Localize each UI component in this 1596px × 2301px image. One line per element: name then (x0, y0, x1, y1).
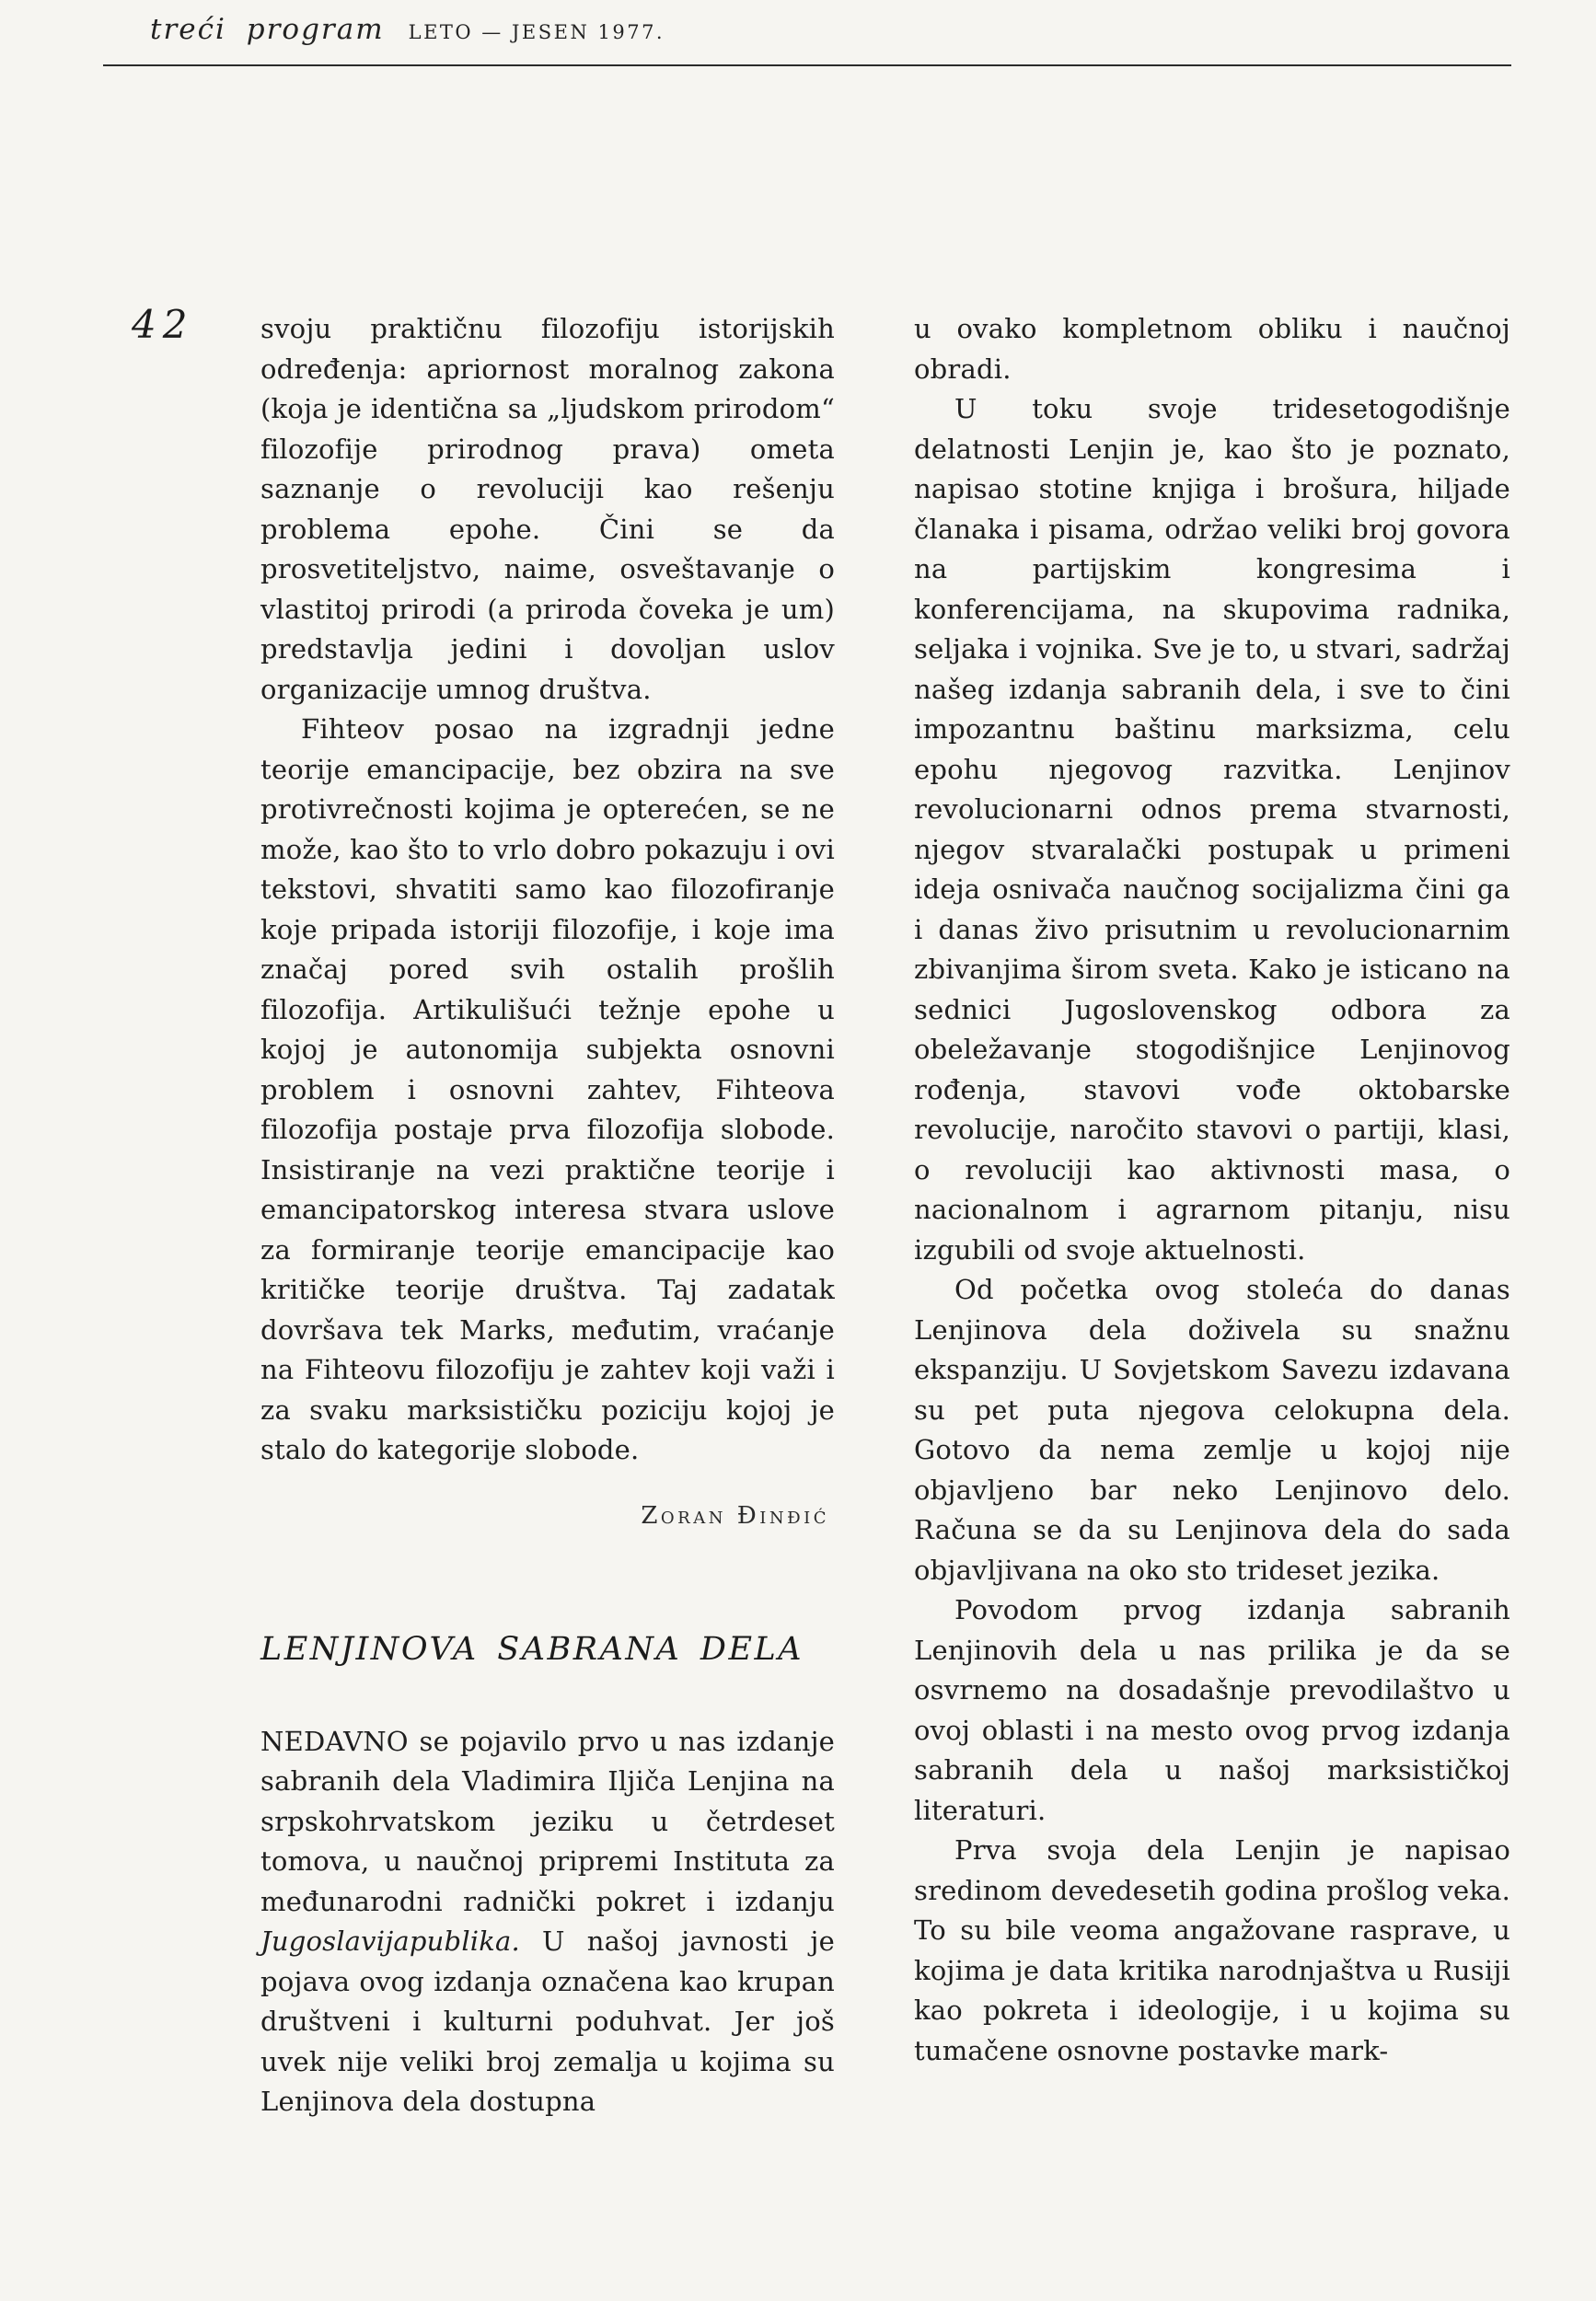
column-right (914, 309, 1510, 2071)
issue-label: LETO — JESEN 1977. (408, 21, 665, 43)
body-paragraph-continuation: svoju praktičnu filozofiju istorijskih određenja: apriornost moralnog zakona (koja je identična sa „ljudskom prirodom“ filozofije prirodnog prava) ometa saznanje o revoluciji kao rešenju problema epohe. Čini se da prosvetiteljstvo, naime, osveštavanje o vlastitoj prirodi (a priroda čoveka je um) predstavlja jedini i dovoljan uslov organizacije umnog društva. (260, 313, 835, 705)
author-byline: Zoran Đinđić (641, 1501, 829, 1530)
body-paragraph: Prva svoja dela Lenjin je napisao sredinom devedesetih godina prošlog veka. To su bile veoma angažovane rasprave, u kojima je data kritika narodnjaštva u Rusiji kao pokreta i ideologije, i u kojima su tumačene osnovne postavke mark- (914, 1834, 1510, 2066)
running-head (150, 13, 665, 46)
body-paragraph-continuation: u ovako kompletnom obliku i naučnoj obradi. (914, 313, 1510, 385)
article-lead-paragraph (260, 1722, 835, 2122)
lead-text-after-publisher: U našoj javnosti je pojava ovog izdanja označena kao krupan društveni i kulturni poduhvat. Jer još uvek nije veliki broj zemalja u kojima su Lenjinova dela dostupna (260, 1925, 835, 2117)
column-left (260, 309, 835, 2122)
page-number: 42 (132, 302, 194, 347)
header-rule (103, 64, 1511, 66)
journal-title: treći program (150, 13, 385, 46)
publisher-name: Jugoslavijapublika. (260, 1925, 520, 1957)
body-paragraph: Fihteov posao na izgradnji jedne teorije emancipacije, bez obzira na sve protivrečnosti kojima je opterećen, se ne može, kao što to vrlo dobro pokazuju i ovi tekstovi, shvatiti samo kao filozofiranje koje pripada istoriji filozofije, i koje ima značaj pored svih ostalih prošlih filozofija. Artikulišući težnje epohe u kojoj je autonomija subjekta osnovni problem i osnovni zahtev, Fihteova filozofija postaje prva filozofija slobode. Insistiranje na vezi praktične teorije i emancipatorskog interesa stvara uslove za formiranje teorije emancipacije kao kritičke teorije društva. Taj zadatak dovršava tek Marks, međutim, vraćanje na Fihteovu filozofiju je zahtev koji važi i za svaku marksističku poziciju kojoj je stalo do kategorije slobode. (260, 713, 835, 1465)
body-paragraph: Od početka ovog stoleća do danas Lenjinova dela doživela su snažnu ekspanziju. U Sovjetskom Savezu izdavana su pet puta njegova celokupna dela. Gotovo da nema zemlje u kojoj nije objavljeno bar neko Lenjinovo delo. Računa se da su Lenjinova dela do sada objavljivana na oko sto trideset jezika. (914, 1274, 1510, 1586)
lead-text-before-publisher: NEDAVNO se pojavilo prvo u nas izdanje sabranih dela Vladimira Iljiča Lenjina na srpskohrvatskom jeziku u četrdeset tomova, u naučnoj pripremi Instituta za međunarodni radnički pokret i izdanju (260, 1725, 835, 1917)
article-title: LENJINOVA SABRANA DELA (260, 1631, 804, 1668)
body-paragraph: U toku svoje tridesetogodišnje delatnosti Lenjin je, kao što je poznato, napisao stotine knjiga i brošura, hiljade članaka i pisama, održao veliki broj govora na partijskim kongresima i konferencijama, na skupovima radnika, seljaka i vojnika. Sve je to, u stvari, sadržaj našeg izdanja sabranih dela, i sve to čini impozantnu baštinu marksizma, celu epohu njegovog razvitka. Lenjinov revolucionarni odnos prema stvarnosti, njegov stvaralački postupak u primeni ideja osnivača naučnog socijalizma čini ga i danas živo prisutnim u revolucionarnim zbivanjima širom sveta. Kako je isticano na sednici Jugoslovenskog odbora za obeležavanje stogodišnjice Lenjinovog rođenja, stavovi vođe oktobarske revolucije, naročito stavovi o partiji, klasi, o revoluciji kao aktivnosti masa, o nacionalnom i agrarnom pitanju, nisu izgubili od svoje aktuelnosti. (914, 393, 1510, 1266)
body-paragraph: Povodom prvog izdanja sabranih Lenjinovih dela u nas prilika je da se osvrnemo na dosadašnje prevodilaštvo u ovoj oblasti i na mesto ovog prvog izdanja sabranih dela u našoj marksističkoj literaturi. (914, 1594, 1510, 1826)
